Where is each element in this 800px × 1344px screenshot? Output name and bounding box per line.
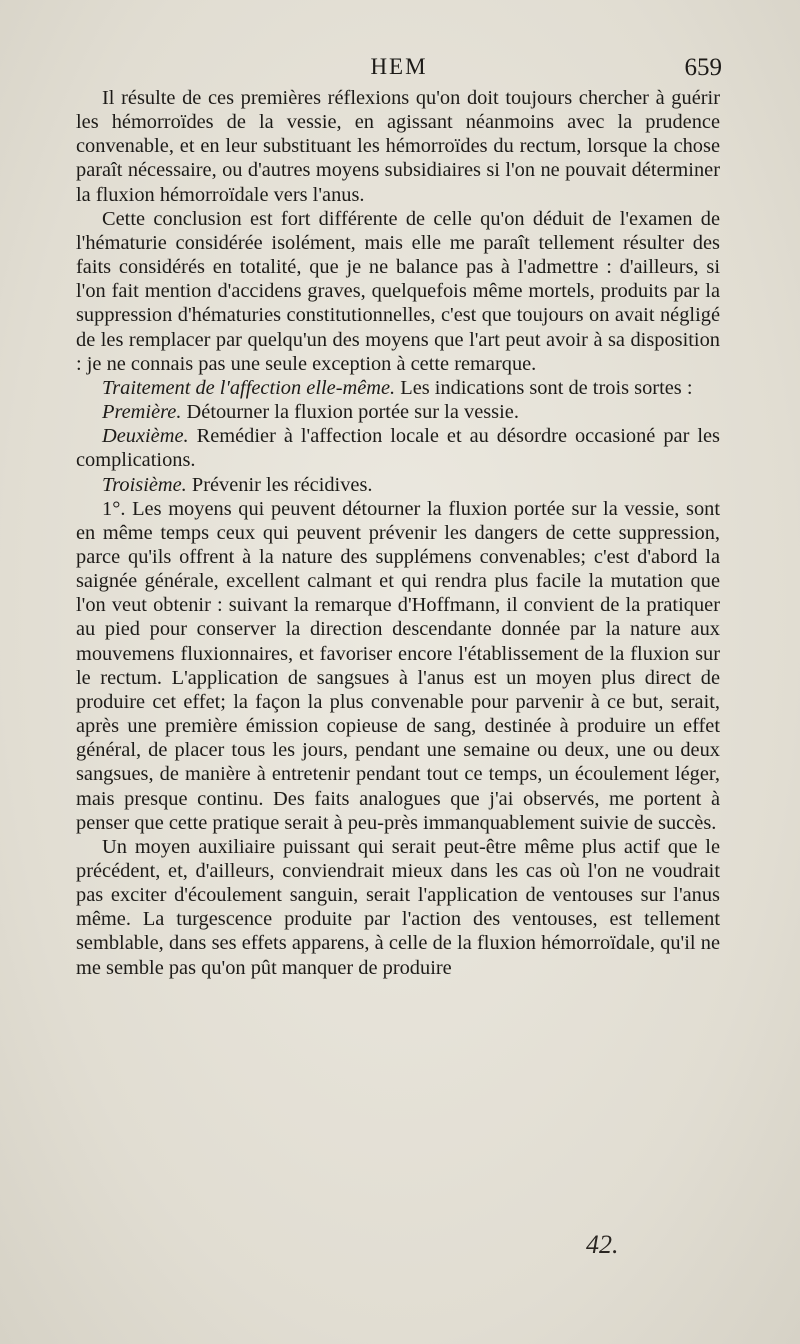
indication-item bbox=[76, 400, 720, 424]
indication-label: Deuxième. bbox=[102, 425, 189, 448]
indication-text: Détourner la fluxion portée sur la vessie. bbox=[181, 401, 519, 424]
indication-label: Troisième. bbox=[102, 473, 187, 496]
indication-label: Première. bbox=[102, 401, 182, 424]
running-head bbox=[76, 52, 722, 86]
section-intro bbox=[76, 376, 720, 400]
signature-mark: 42. bbox=[586, 1230, 619, 1259]
indication-text: Prévenir les récidives. bbox=[186, 473, 373, 496]
paragraph: Il résulte de ces premières réflexions qu'on doit toujours chercher à guérir les hémorroïdes de la vessie, en agissant néanmoins avec la prudence convenable, et en leur substituant les hémorroïdes du rectum, lorsque la chose paraît nécessaire, ou d'autres moyens subsidiaires si l'on ne pouvait déterminer la fluxion hémorroïdale vers l'anus. bbox=[76, 87, 720, 206]
paragraph: Un moyen auxiliaire puissant qui serait peut-être même plus actif que le précédent, et, d'ailleurs, conviendrait mieux dans les cas où l'on ne voudrait pas exciter d'écoulement sanguin, serait l'application de ventouses sur l'anus même. La turgescence produite par l'action des ventouses, est tellement semblable, dans ses effets apparens, à celle de la fluxion hémorroïdale, qu'il ne me semble pas qu'on pût manquer de produire bbox=[76, 835, 720, 979]
section-heading: Traitement de l'affection elle-même. bbox=[102, 376, 396, 399]
indication-item bbox=[76, 473, 720, 497]
page-number: 659 bbox=[684, 54, 722, 81]
paragraph: Cette conclusion est fort différente de celle qu'on déduit de l'examen de l'hématurie considérée isolément, mais elle me paraît tellement résulter des faits considérés en totalité, que je ne balance pas à l'admettre : d'ailleurs, si l'on fait mention d'accidens graves, quelquefois même mortels, produits par la suppression d'hématuries constitutionnelles, c'est que toujours on avait négligé de les remplacer par quelqu'un des moyens que l'art peut avoir à sa disposition : je ne connais pas une seule exception à cette remarque. bbox=[76, 207, 720, 375]
indication-item bbox=[76, 424, 720, 472]
indication-text: Remédier à l'affection locale et au désordre occasioné par les complications. bbox=[76, 425, 720, 472]
paragraph: 1°. Les moyens qui peuvent détourner la fluxion portée sur la vessie, sont en même temps ceux qui peuvent prévenir les dangers de cette suppression, parce qu'ils offrent à la nature des supplémens convenables; c'est d'abord la saignée générale, excellent calmant et qui rendra plus facile la mutation que l'on veut obtenir : suivant la remarque d'Hoffmann, il convient de la pratiquer au pied pour conserver la direction descendante donnée par la nature aux mouvemens fluxionnaires, et favoriser encore l'établissement de la fluxion sur le rectum. L'application de sangsues à l'anus est un moyen plus direct de produire cet effet; la façon la plus convenable pour parvenir à ce but, serait, après une première émission copieuse de sang, destinée à produire un effet général, de placer tous les jours, pendant une semaine ou deux, une ou deux sangsues, de manière à entretenir pendant tout ce temps, un écoulement léger, mais presque continu. Des faits analogues que j'ai observés, me portent à penser que cette pratique serait à peu-près immanquablement suivie de succès. bbox=[76, 497, 720, 834]
body-text bbox=[76, 86, 720, 980]
running-head-title: HEM bbox=[370, 54, 428, 79]
section-intro-text: Les indications sont de trois sortes : bbox=[395, 376, 693, 399]
